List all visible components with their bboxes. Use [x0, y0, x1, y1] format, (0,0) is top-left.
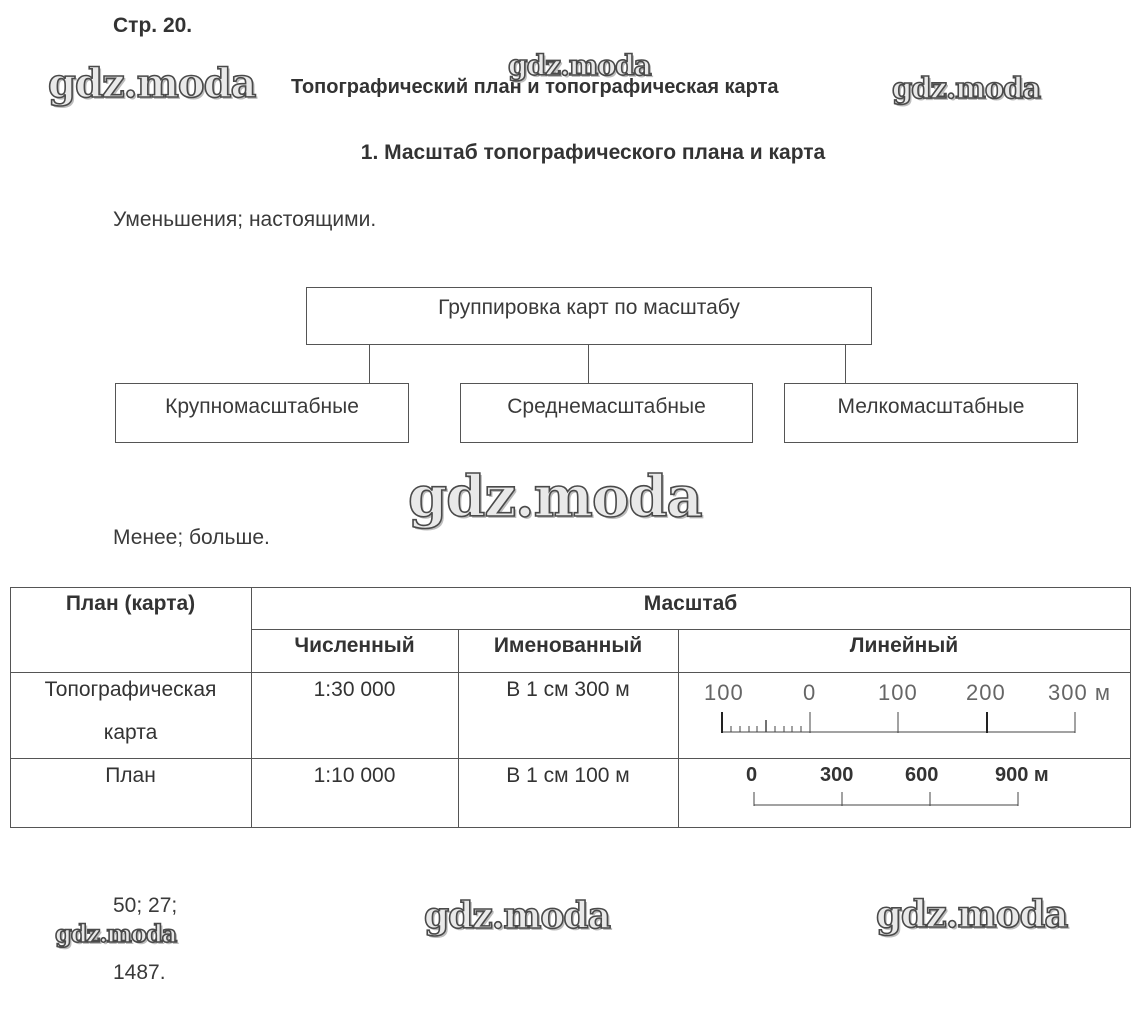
page-heading: Топографический план и топографическая карта	[291, 76, 779, 98]
row1-name-line1: Топографическая	[44, 678, 217, 701]
watermark-logo: gdz.moda	[424, 895, 610, 937]
watermark-logo: gdz.moda	[508, 49, 651, 82]
header-plan-map: План (карта)	[65, 592, 196, 615]
header-named: Именованный	[493, 634, 643, 657]
answer-3-line2: 1487.	[113, 961, 166, 984]
watermark-logo: gdz.moda	[55, 919, 177, 948]
watermark-logo: gdz.moda	[892, 71, 1041, 105]
watermark-logo: gdz.moda	[876, 892, 1068, 936]
header-numeric: Численный	[294, 634, 415, 657]
row1-scale-bar	[690, 706, 1125, 736]
diagram-child-small-scale: Мелкомасштабные	[784, 383, 1078, 443]
row1-linear-label: 200	[966, 680, 1006, 705]
row1-linear-label: 300 м	[1048, 680, 1111, 705]
row1-linear-label: 0	[803, 680, 816, 705]
row2-linear-label: 900 м	[995, 764, 1049, 786]
row2-scale-bar	[690, 788, 1125, 808]
row1-linear-label: 100	[878, 680, 918, 705]
section-heading: 1. Масштаб топографического плана и карта	[360, 141, 826, 164]
diagram-connector-left	[369, 345, 370, 383]
row1-numeric-scale: 1:30 000	[313, 678, 396, 701]
row1-linear-label: 100	[704, 680, 744, 705]
row2-linear-label: 300	[820, 764, 854, 786]
page-number: Стр. 20.	[113, 14, 193, 37]
row2-linear-label: 600	[905, 764, 939, 786]
header-scale: Масштаб	[643, 592, 738, 615]
diagram-connector-right	[845, 345, 846, 383]
watermark-logo: gdz.moda	[48, 60, 256, 107]
row2-named-scale: В 1 см 100 м	[506, 764, 630, 787]
row2-linear-label: 0	[746, 764, 758, 786]
header-linear: Линейный	[849, 634, 959, 657]
answer-2: Менее; больше.	[113, 526, 270, 549]
answer-3-line1: 50; 27;	[113, 894, 178, 917]
row1-linear-scale	[690, 678, 1125, 738]
row1-name-line2: карта	[103, 721, 158, 744]
row2-linear-scale	[690, 762, 1125, 822]
row2-name: План	[105, 764, 156, 787]
watermark-logo: gdz.moda	[408, 464, 702, 530]
row1-named-scale: В 1 см 300 м	[506, 678, 630, 701]
row2-numeric-scale: 1:10 000	[313, 764, 396, 787]
diagram-root-box: Группировка карт по масштабу	[306, 287, 872, 345]
diagram-child-medium-scale: Среднемасштабные	[460, 383, 753, 443]
diagram-child-large-scale: Крупномасштабные	[115, 383, 409, 443]
diagram-connector-middle	[588, 345, 589, 383]
answer-1: Уменьшения; настоящими.	[113, 208, 377, 231]
